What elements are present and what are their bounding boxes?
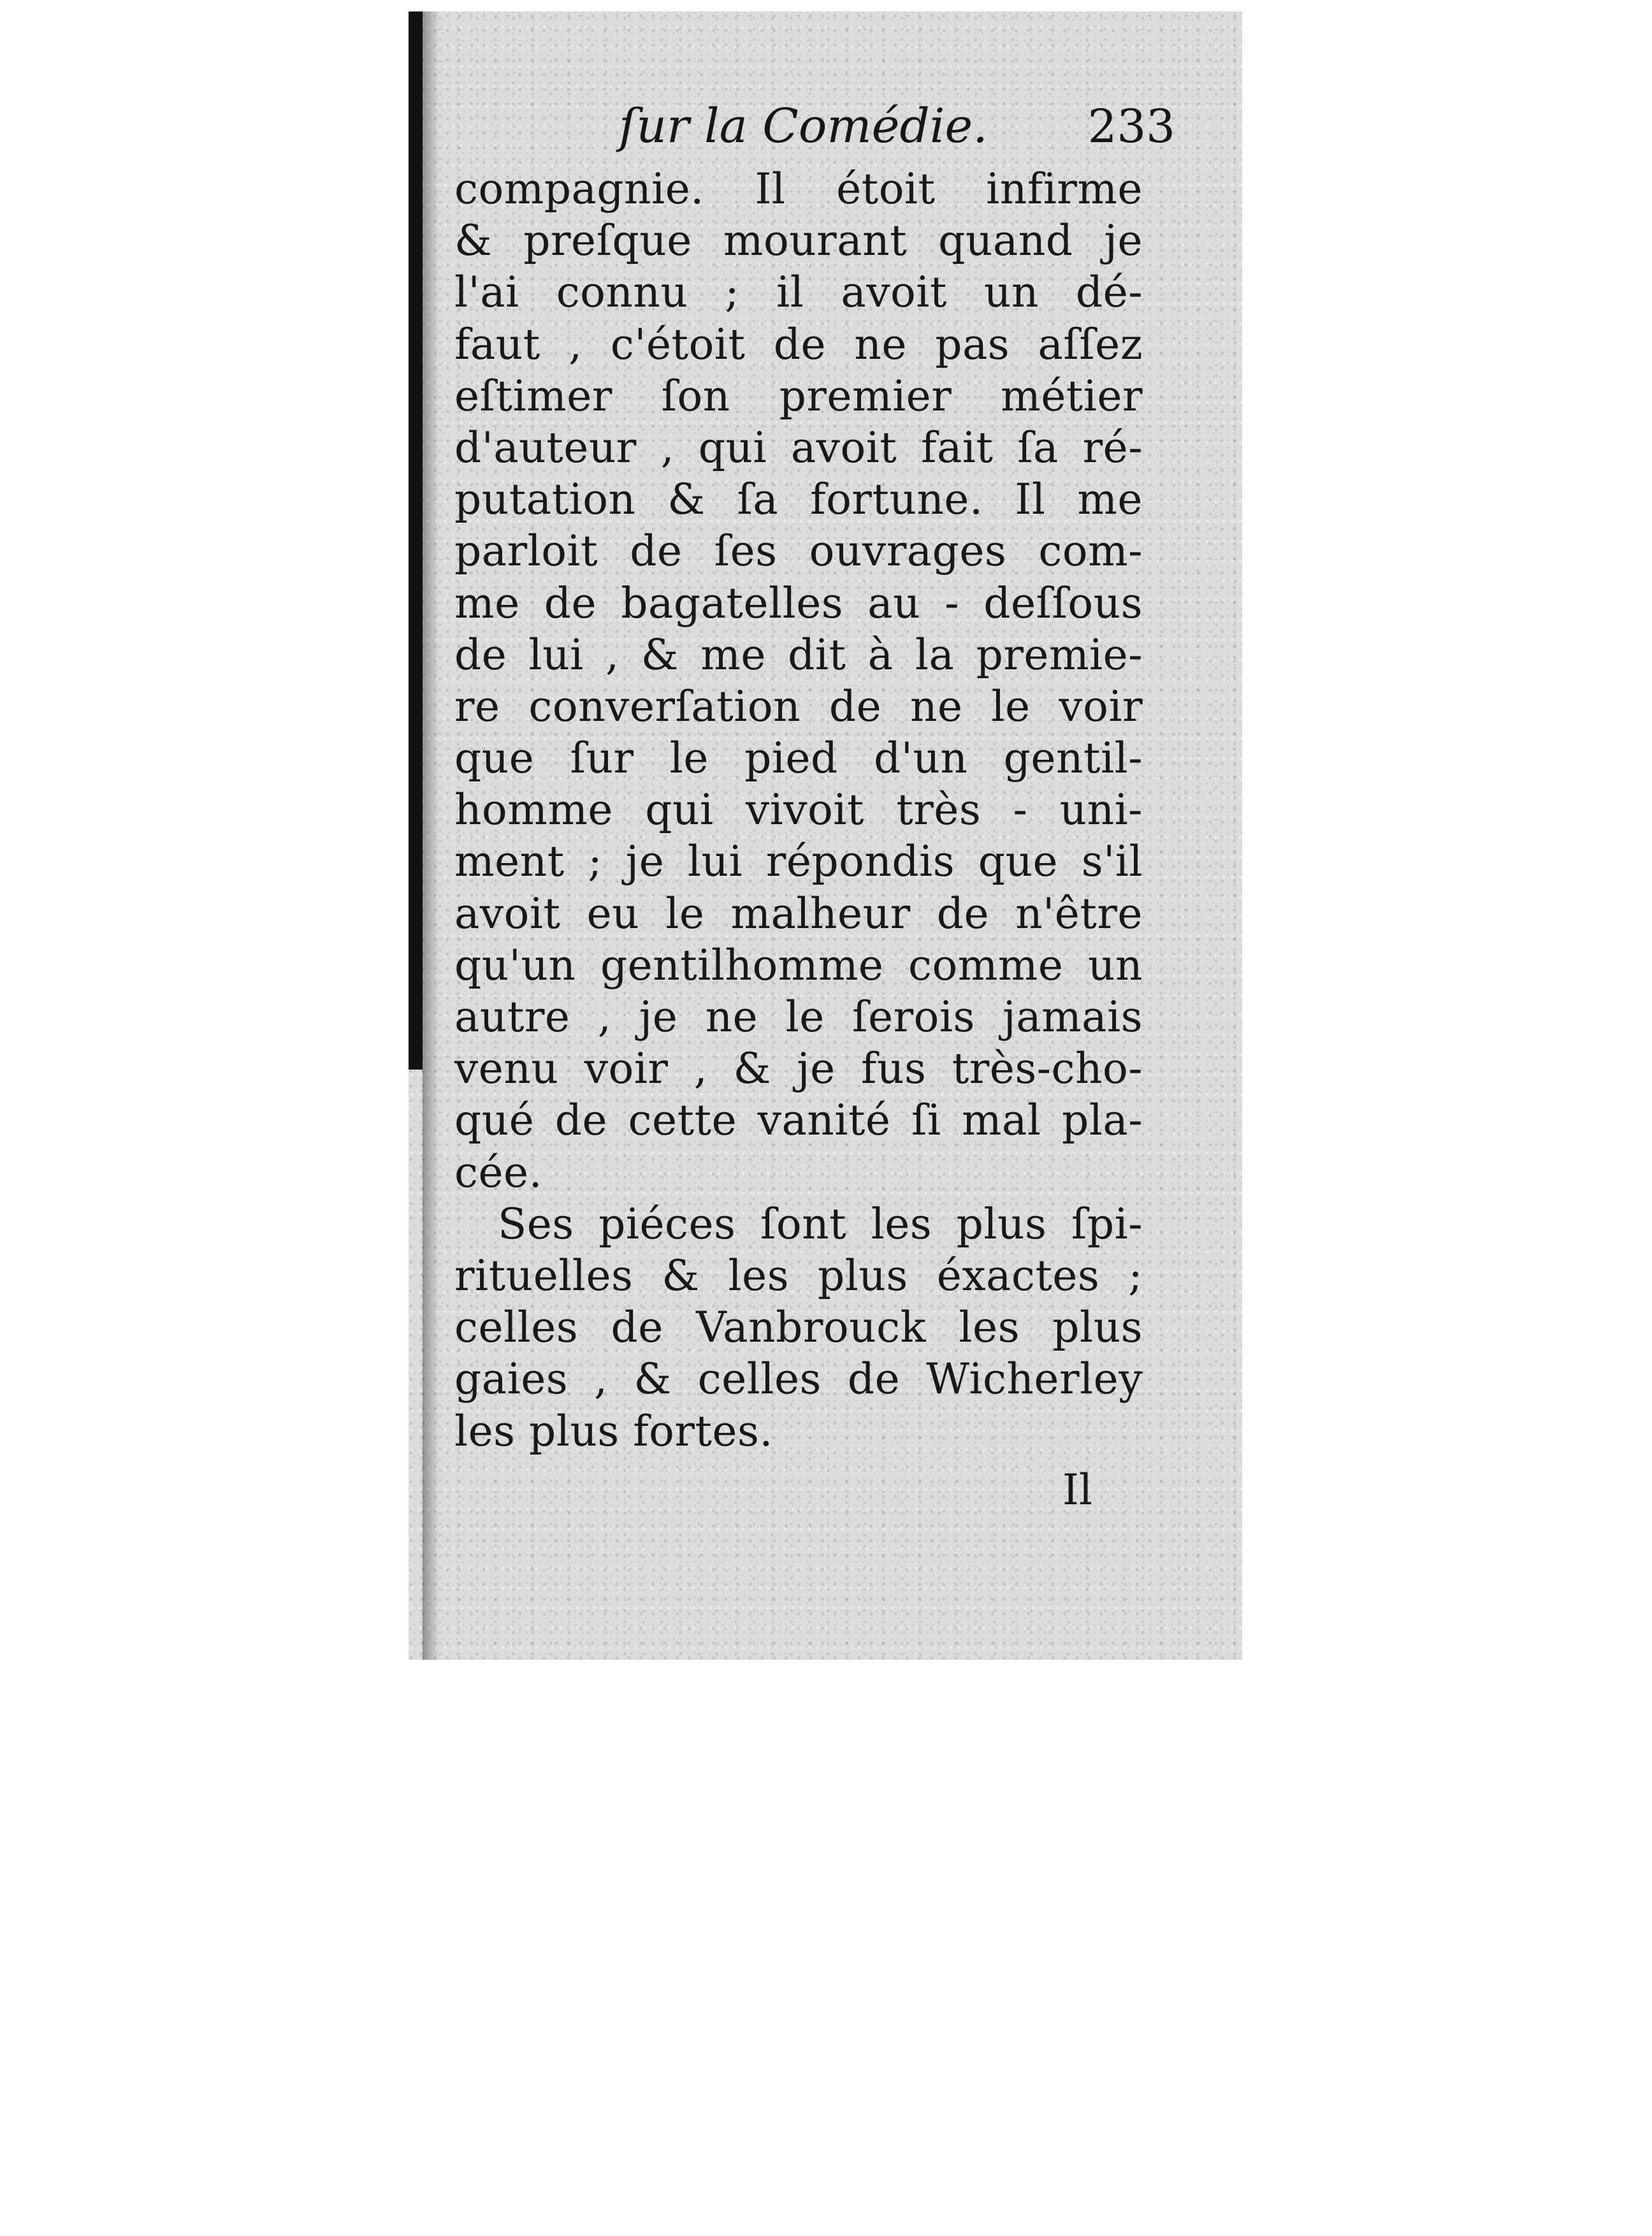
text-line: qué de cette vanité ſi mal pla- [454, 1096, 1143, 1145]
text-line: compagnie. Il étoit infirme [454, 164, 1143, 214]
text-line: autre , je ne le ſerois jamais [454, 992, 1143, 1042]
text-line: gaies , & celles de Wicherley [454, 1354, 1143, 1404]
text-line: venu voir , & je fus très-cho- [454, 1044, 1143, 1094]
text-line: & preſque mourant quand je [454, 216, 1143, 266]
text-line: Ses piéces ſont les plus ſpi- [498, 1199, 1143, 1249]
text-line: eſtimer ſon premier métier [454, 371, 1143, 421]
text-line: rituelles & les plus éxactes ; [454, 1251, 1143, 1300]
text-line: qu'un gentilhomme comme un [454, 940, 1143, 990]
text-line: homme qui vivoit très - uni- [454, 785, 1143, 835]
text-line: me de bagatelles au - deſſous [454, 578, 1143, 628]
text-line: avoit eu le malheur de n'être [454, 889, 1143, 938]
binding-shadow [423, 11, 439, 1660]
text-line: que ſur le pied d'un gentil- [454, 734, 1143, 783]
catchword: Il [1062, 1465, 1092, 1514]
text-line: cée. [454, 1147, 543, 1197]
text-line: ment ; je lui répondis que s'il [454, 837, 1143, 887]
scanned-page [409, 11, 1242, 1660]
text-line: putation & ſa fortune. Il me [454, 475, 1143, 525]
running-head [409, 94, 1242, 164]
page-number: 233 [1087, 99, 1175, 153]
text-line: d'auteur , qui avoit fait ſa ré- [454, 423, 1143, 472]
text-line: celles de Vanbrouck les plus [454, 1303, 1143, 1353]
text-line: l'ai connu ; il avoit un dé- [454, 268, 1143, 317]
running-head-title: ſur la Comédie. [619, 99, 988, 154]
text-line: faut , c'étoit de ne pas aſſez [454, 319, 1143, 369]
text-line: parloit de ſes ouvrages com- [454, 526, 1143, 576]
binding-edge [409, 11, 423, 1070]
text-line: re converſation de ne le voir [454, 681, 1143, 731]
body-text [454, 163, 1143, 1457]
text-line: de lui , & me dit à la premie- [454, 630, 1143, 679]
text-line: les plus fortes. [454, 1406, 773, 1456]
